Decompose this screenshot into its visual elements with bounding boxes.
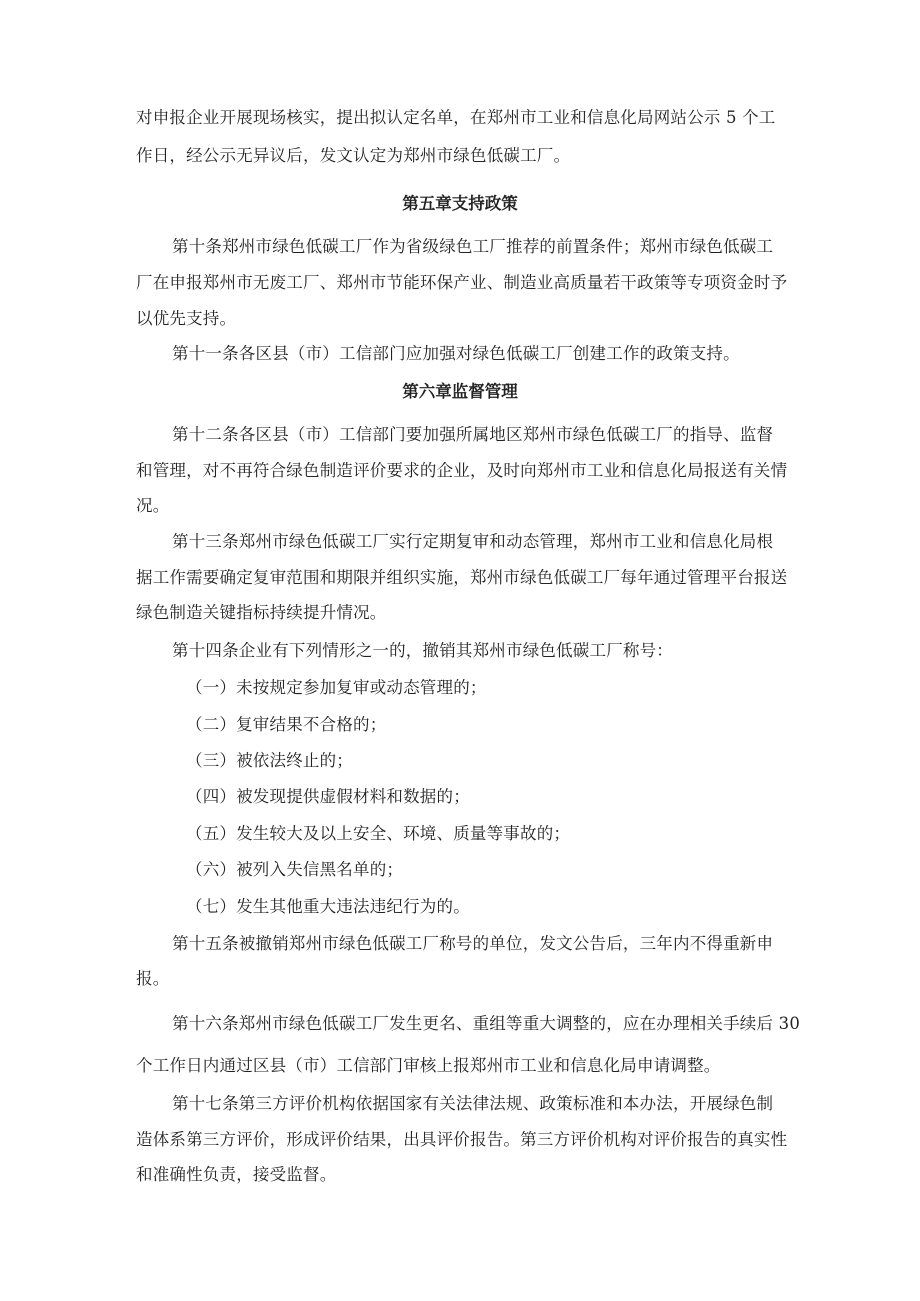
paragraph-line: 对申报企业开展现场核实，提出拟认定名单，在郑州市工业和信息化局网站公示 5 个工 [136, 108, 776, 127]
paragraph-line: 和管理，对不再符合绿色制造评价要求的企业，及时向郑州市工业和信息化局报送有关情 [136, 461, 788, 480]
paragraph-line: 作日，经公示无异议后，发文认定为郑州市绿色低碳工厂。 [136, 146, 571, 165]
list-item: （四）被发现提供虚假材料和数据的； [186, 787, 470, 806]
paragraph-line: 第十三条郑州市绿色低碳工厂实行定期复审和动态管理，郑州市工业和信息化局根 [172, 532, 774, 551]
list-item: （六）被列入失信黑名单的； [186, 860, 404, 879]
chapter-heading: 第五章支持政策 [402, 194, 518, 213]
paragraph-line: 和准确性负责，接受监督。 [136, 1165, 337, 1184]
list-item: （七）发生其他重大违法违纪行为的。 [186, 897, 470, 916]
paragraph-line: 以优先支持。 [136, 309, 237, 328]
paragraph-line: 厂在申报郑州市无废工厂、郑州市节能环保产业、制造业高质量若干政策等专项资金时予 [136, 273, 788, 292]
paragraph-line: 第十七条第三方评价机构依据国家有关法律法规、政策标准和本办法，开展绿色制 [172, 1094, 774, 1113]
paragraph-line: 绿色制造关键指标持续提升情况。 [136, 603, 387, 622]
paragraph-line: 第十六条郑州市绿色低碳工厂发生更名、重组等重大调整的，应在办理相关手续后 30 [172, 1014, 801, 1033]
chapter-heading: 第六章监督管理 [402, 382, 518, 401]
paragraph-line: 第十五条被撤销郑州市绿色低碳工厂称号的单位，发文公告后，三年内不得重新申 [172, 934, 774, 953]
paragraph-line: 况。 [136, 496, 170, 515]
paragraph-line: 第十四条企业有下列情形之一的，撤销其郑州市绿色低碳工厂称号： [172, 641, 673, 660]
list-item: （一）未按规定参加复审或动态管理的； [186, 678, 487, 697]
list-item: （三）被依法终止的； [186, 751, 353, 770]
paragraph-line: 第十二条各区县（市）工信部门要加强所属地区郑州市绿色低碳工厂的指导、监督 [172, 425, 774, 444]
list-item: （五）发生较大及以上安全、环境、质量等事故的； [186, 824, 571, 843]
paragraph-line: 造体系第三方评价，形成评价结果，出具评价报告。第三方评价机构对评价报告的真实性 [136, 1130, 788, 1149]
list-item: （二）复审结果不合格的； [186, 715, 387, 734]
paragraph-line: 个工作日内通过区县（市）工信部门审核上报郑州市工业和信息化局申请调整。 [136, 1056, 721, 1075]
paragraph-line: 据工作需要确定复审范围和期限并组织实施，郑州市绿色低碳工厂每年通过管理平台报送 [136, 568, 788, 587]
paragraph-line: 报。 [136, 969, 170, 988]
paragraph-line: 第十一条各区县（市）工信部门应加强对绿色低碳工厂创建工作的政策支持。 [172, 344, 740, 363]
paragraph-line: 第十条郑州市绿色低碳工厂作为省级绿色工厂推荐的前置条件；郑州市绿色低碳工 [172, 237, 774, 256]
